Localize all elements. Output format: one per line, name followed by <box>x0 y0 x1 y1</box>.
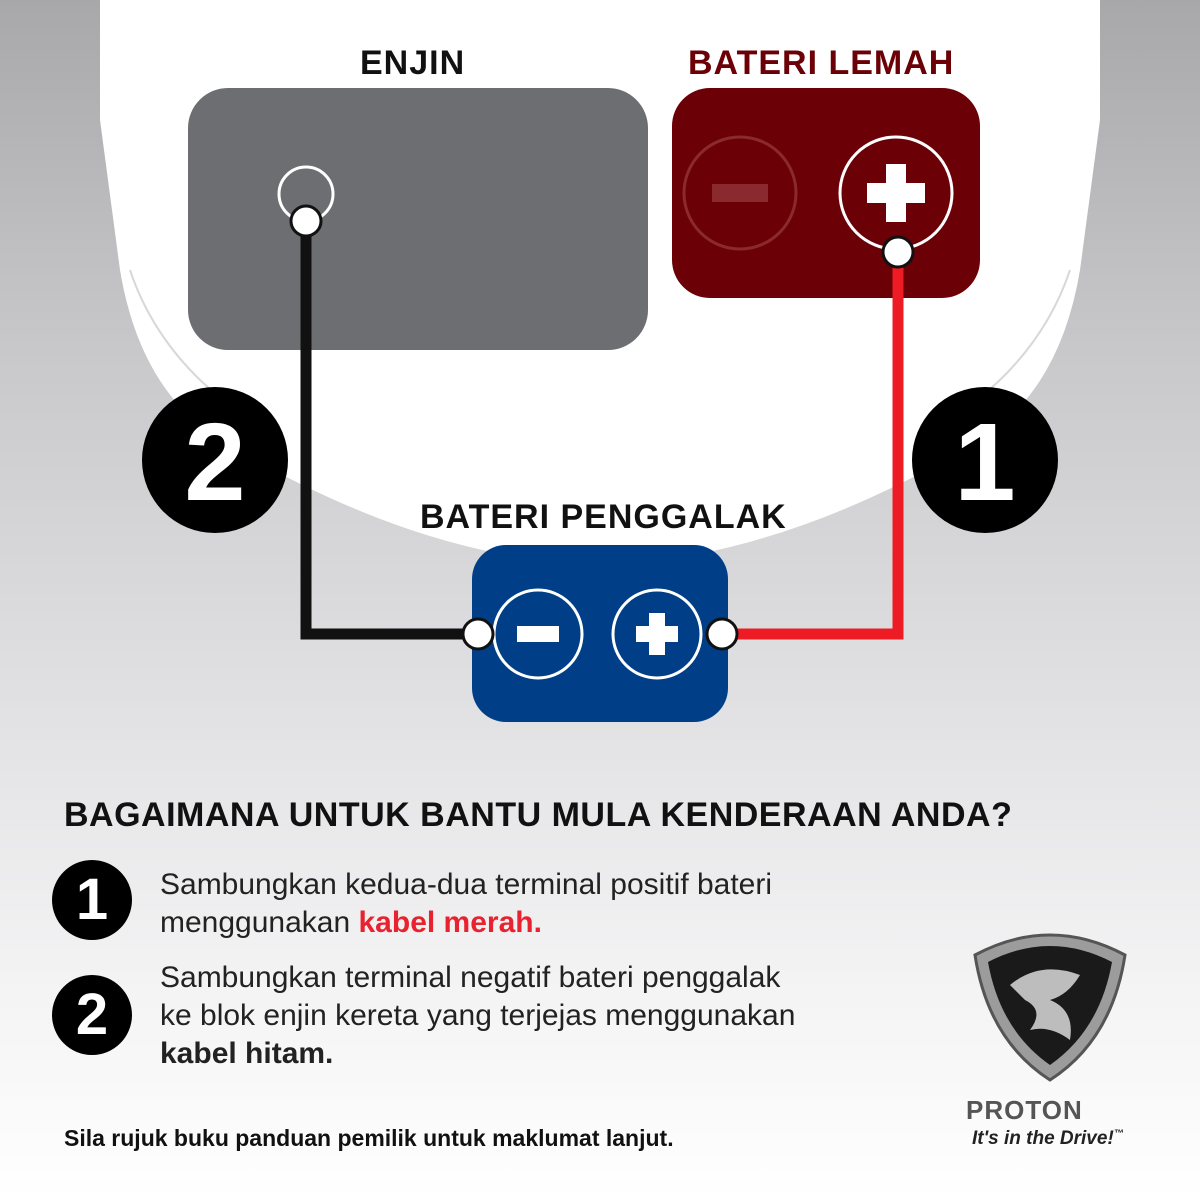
brand-name: PROTON <box>966 1095 1083 1125</box>
instructions-heading: BAGAIMANA UNTUK BANTU MULA KENDERAAN ANDA? <box>64 796 1013 834</box>
step-2-text <box>160 959 795 1073</box>
step-1-badge <box>52 860 132 940</box>
step-2-number: 2 <box>75 982 109 1047</box>
engine-block <box>188 88 648 350</box>
red-cable-booster-clamp <box>707 619 737 649</box>
black-cable-booster-clamp <box>463 619 493 649</box>
step-1-line-2-prefix: menggunakan <box>160 906 359 939</box>
diagram-step-2-number: 2 <box>184 401 246 524</box>
footer-note: Sila rujuk buku panduan pemilik untuk maklumat lanjut. <box>64 1125 674 1151</box>
step-1-text <box>160 866 772 942</box>
step-2-line-1: Sambungkan terminal negatif bateri penggalak <box>160 961 781 994</box>
step-2-line-2: ke blok enjin kereta yang terjejas menggunakan <box>160 999 796 1032</box>
black-cable-highlight: kabel hitam. <box>160 1037 334 1070</box>
step-2-line-3 <box>160 1035 795 1073</box>
brand-tagline-text: It's in the Drive! <box>972 1128 1114 1149</box>
weak-battery-plus-icon-v <box>886 164 906 222</box>
weak-battery-minus-icon <box>712 184 768 202</box>
proton-logo-icon <box>975 935 1125 1080</box>
engine-label: ENJIN <box>360 44 466 82</box>
booster-battery <box>472 545 728 722</box>
step-2-badge <box>52 975 132 1055</box>
red-cable-highlight: kabel merah. <box>358 906 542 939</box>
black-cable-engine-clamp <box>291 206 321 236</box>
step-1-number: 1 <box>75 867 109 932</box>
red-cable-weak-battery-clamp <box>883 237 913 267</box>
step-1-line-2 <box>160 904 772 942</box>
step-1-line-1: Sambungkan kedua-dua terminal positif bateri <box>160 868 773 901</box>
booster-battery-plus-icon-v <box>649 613 665 655</box>
trademark-symbol: ™ <box>1113 1128 1124 1140</box>
brand-tagline <box>972 1128 1124 1150</box>
booster-battery-label: BATERI PENGGALAK <box>420 498 787 536</box>
booster-battery-minus-icon <box>517 626 559 642</box>
diagram-step-1-number: 1 <box>954 401 1016 524</box>
weak-battery-label: BATERI LEMAH <box>688 44 955 82</box>
